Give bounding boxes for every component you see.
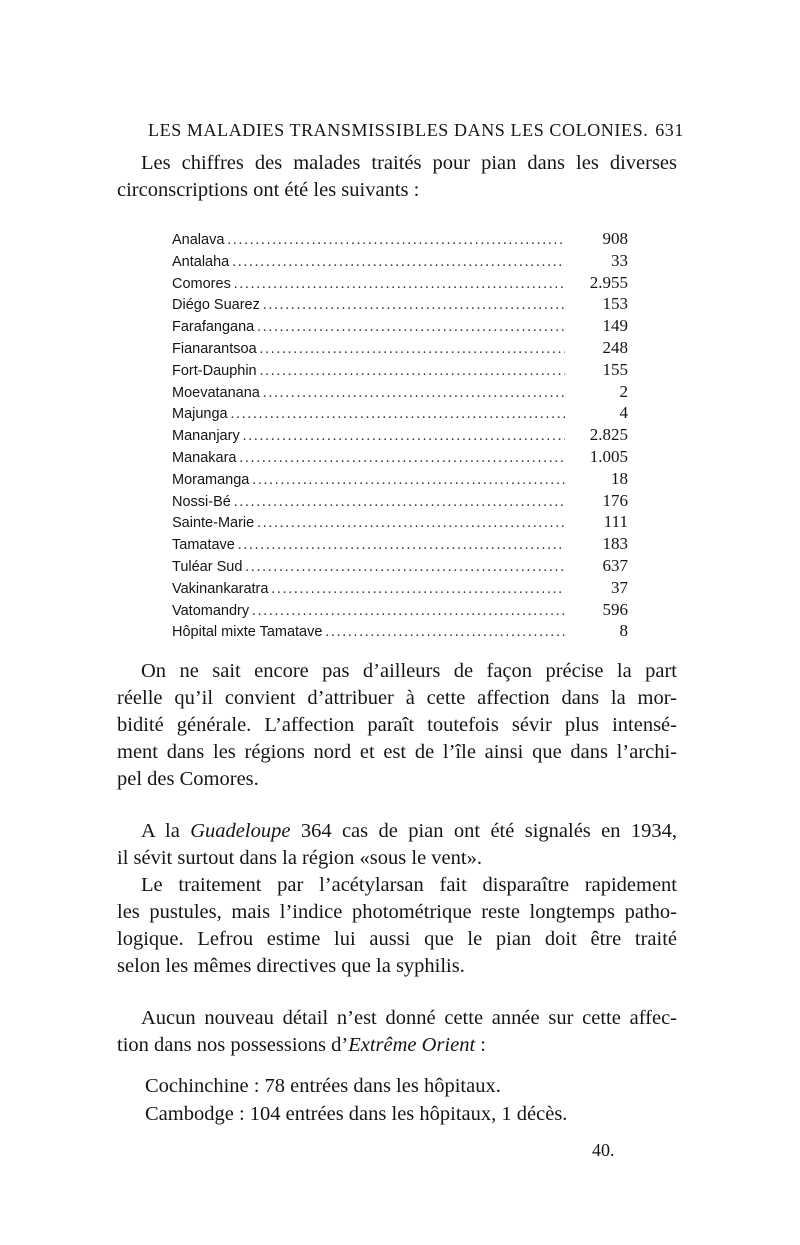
case-count: 908 xyxy=(602,229,628,248)
p1-line-3: bidité générale. L’affection paraît toutefois sévir plus intensé- xyxy=(117,714,677,736)
case-count: 1.005 xyxy=(589,446,628,466)
table-row xyxy=(172,293,628,315)
district-name: Mananjary xyxy=(172,428,240,445)
district-name: Antalaha xyxy=(172,253,230,270)
case-count: 111 xyxy=(603,512,628,532)
cases-table xyxy=(172,228,628,642)
district-name: Hôpital mixte Tamatave xyxy=(172,624,323,641)
district-name: Fort-Dauphin xyxy=(172,362,257,379)
district-name: Vakinankaratra xyxy=(172,580,269,597)
case-count: 183 xyxy=(602,534,628,554)
dot-leader xyxy=(238,535,565,555)
district-name: Moramanga xyxy=(172,471,250,488)
p2-line-2: il sévit surtout dans la région «sous le vent». xyxy=(117,847,482,869)
table-row xyxy=(172,555,628,577)
dot-leader xyxy=(252,470,565,490)
dot-leader xyxy=(263,295,565,315)
case-count: 2 xyxy=(619,381,628,401)
district-name: Manakara xyxy=(172,449,237,466)
case-count: 153 xyxy=(602,294,628,314)
case-count: 2.825 xyxy=(589,425,628,445)
district-name: Analava xyxy=(172,232,225,248)
p4-post: : xyxy=(475,1034,486,1056)
dot-leader xyxy=(245,557,565,577)
dot-leader xyxy=(243,426,565,446)
p4-pre: tion dans nos possessions d’ xyxy=(117,1034,349,1056)
case-count: 18 xyxy=(611,468,628,488)
table-row xyxy=(172,446,628,468)
district-name: Tuléar Sud xyxy=(172,558,243,575)
case-count: 596 xyxy=(602,599,628,619)
paragraph-treatment xyxy=(117,872,677,980)
table-row xyxy=(172,620,628,642)
paragraph-morbidity xyxy=(117,658,677,793)
table-row xyxy=(172,228,628,250)
table-row xyxy=(172,250,628,272)
p1-line-4: ment dans les régions nord et est de l’île ainsi que dans l’archi- xyxy=(117,741,677,763)
table-row xyxy=(172,381,628,403)
dot-leader xyxy=(231,404,565,424)
table-row xyxy=(172,577,628,599)
dot-leader xyxy=(271,579,565,599)
p3-line-2: les pustules, mais l’indice photométrique reste longtemps patho- xyxy=(117,901,677,923)
intro-paragraph xyxy=(117,150,677,204)
dot-leader xyxy=(325,622,565,642)
intro-line-1: Les chiffres des malades traités pour pian dans les diverses xyxy=(141,152,677,174)
table-row xyxy=(172,533,628,555)
case-count: 176 xyxy=(602,490,628,510)
district-name: Farafangana xyxy=(172,319,255,336)
district-name: Sainte-Marie xyxy=(172,515,255,532)
dot-leader xyxy=(239,448,565,468)
table-row xyxy=(172,468,628,490)
case-count: 155 xyxy=(602,359,628,379)
p2-post: 364 cas de pian ont été signalés en 1934, xyxy=(290,820,678,842)
table-row xyxy=(172,424,628,446)
case-count: 2.955 xyxy=(589,272,628,292)
dot-leader xyxy=(260,361,565,381)
case-count: 4 xyxy=(619,403,628,423)
case-count: 33 xyxy=(611,250,628,270)
table-row xyxy=(172,599,628,621)
table-row xyxy=(172,359,628,381)
page-number: 631 xyxy=(655,120,684,140)
p2-pre: A la xyxy=(141,820,191,842)
dot-leader xyxy=(257,317,565,337)
dot-leader xyxy=(232,252,565,272)
intro-line-2: circonscriptions ont été les suivants : xyxy=(117,179,420,201)
p1-line-1: On ne sait encore pas d’ailleurs de façon précise la part xyxy=(141,660,677,682)
district-name: Tamatave xyxy=(172,537,235,554)
table-row xyxy=(172,315,628,337)
table-row xyxy=(172,337,628,359)
signature-mark: 40. xyxy=(592,1140,615,1160)
p2-line-1 xyxy=(117,818,677,845)
place-extreme-orient: Extrême Orient xyxy=(348,1034,476,1056)
district-name: Majunga xyxy=(172,406,228,423)
case-count: 637 xyxy=(602,555,628,575)
p1-line-5: pel des Comores. xyxy=(117,768,259,790)
dot-leader xyxy=(234,274,565,294)
paragraph-guadeloupe xyxy=(117,818,677,872)
district-name: Diégo Suarez xyxy=(172,297,260,314)
dot-leader xyxy=(257,513,565,533)
district-name: Fianarantsoa xyxy=(172,340,257,357)
case-count: 8 xyxy=(619,621,628,641)
district-name: Moevatanana xyxy=(172,384,260,401)
p3-line-1: Le traitement par l’acétylarsan fait disparaître rapidement xyxy=(141,874,677,896)
p3-line-4: selon les mêmes directives que la syphilis. xyxy=(117,955,465,977)
dot-leader xyxy=(234,492,565,512)
district-name: Vatomandry xyxy=(172,602,250,619)
list-line-cambodge: Cambodge : 104 entrées dans les hôpitaux, 1 décès. xyxy=(145,1103,568,1125)
case-count: 149 xyxy=(602,316,628,336)
case-count: 248 xyxy=(602,337,628,357)
dot-leader xyxy=(263,383,565,403)
table-row xyxy=(172,402,628,424)
table-row xyxy=(172,272,628,294)
dot-leader xyxy=(227,230,565,250)
table-row xyxy=(172,511,628,533)
case-count: 37 xyxy=(611,577,628,597)
p1-line-2: réelle qu’il convient d’attribuer à cette affection dans la mor- xyxy=(117,687,677,709)
p4-line-1: Aucun nouveau détail n’est donné cette année sur cette affec- xyxy=(141,1007,677,1029)
table-row xyxy=(172,490,628,512)
p3-line-3: logique. Lefrou estime lui aussi que le pian doit être traité xyxy=(117,928,677,950)
paragraph-extreme-orient xyxy=(117,1005,677,1059)
list-line-cochinchine: Cochinchine : 78 entrées dans les hôpitaux. xyxy=(145,1075,501,1097)
p4-line-2 xyxy=(117,1032,677,1059)
district-name: Nossi-Bé xyxy=(172,493,231,510)
district-name: Comores xyxy=(172,275,231,292)
dot-leader xyxy=(252,601,565,621)
dot-leader xyxy=(260,339,565,359)
place-guadeloupe: Guadeloupe xyxy=(190,820,291,842)
header-title: LES MALADIES TRANSMISSIBLES DANS LES COLONIES. xyxy=(148,120,649,140)
